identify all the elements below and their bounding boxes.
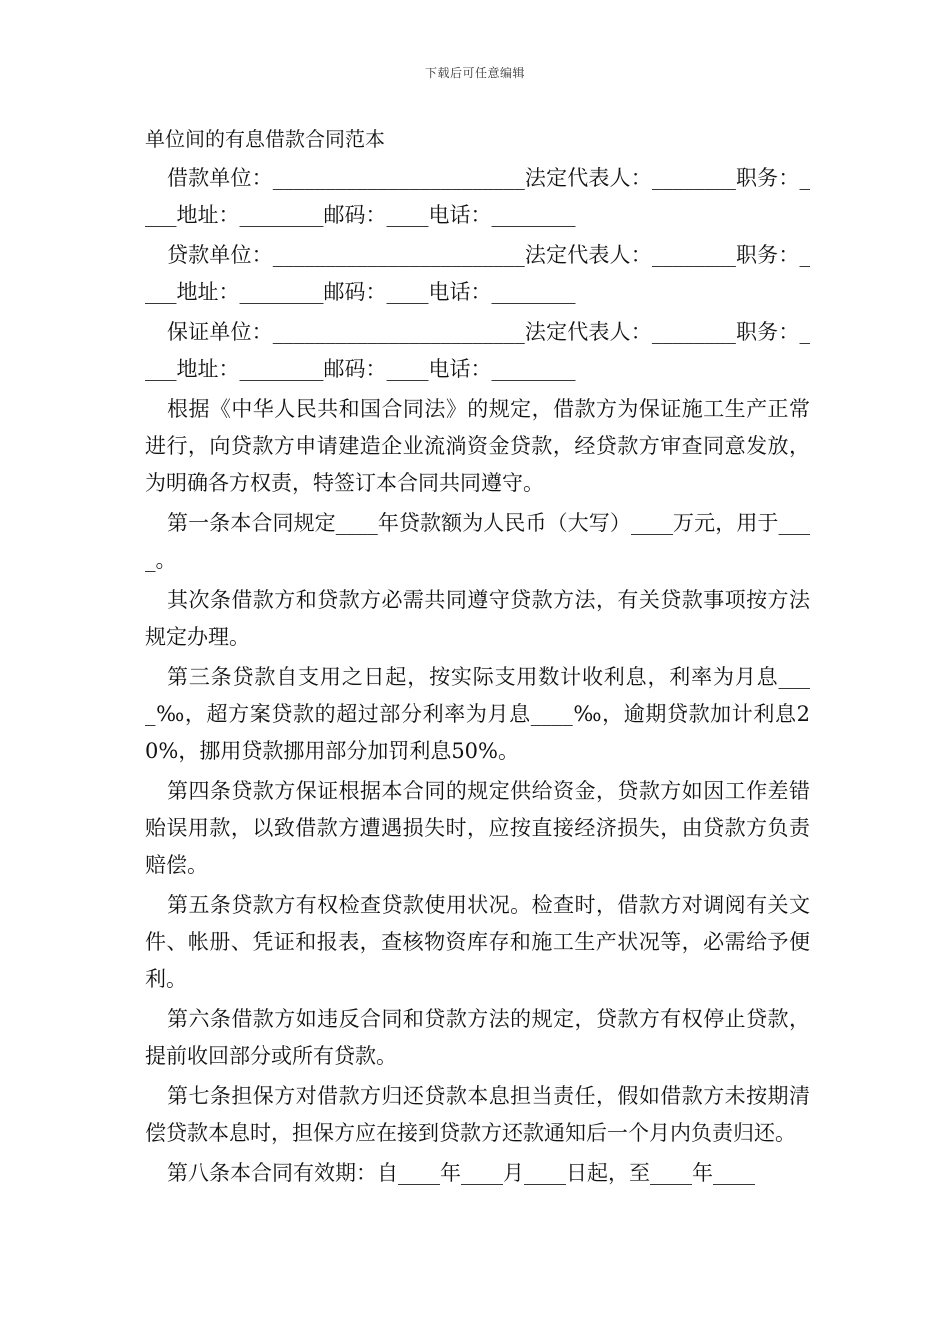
article-2-paragraph: 其次条借款方和贷款方必需共同遵守贷款方法，有关贷款事项按方法规定办理。 bbox=[145, 588, 810, 649]
document-body bbox=[145, 122, 810, 1195]
article-6-paragraph: 第六条借款方如违反合同和贷款方法的规定，贷款方有权停止贷款，提前收回部分或所有贷款。 bbox=[145, 1007, 810, 1068]
lender-info-paragraph: 贷款单位：________________________法定代表人：________职务：____地址：________邮码：____电话：________ bbox=[145, 243, 810, 304]
article-4-paragraph: 第四条贷款方保证根据本合同的规定供给资金，贷款方如因工作差错贻误用款，以致借款方遭遇损失时，应按直接经济损失，由贷款方负责赔偿。 bbox=[145, 779, 810, 877]
article-5-paragraph: 第五条贷款方有权检查贷款使用状况。检查时，借款方对调阅有关文件、帐册、凭证和报表，查核物资库存和施工生产状况等，必需给予便利。 bbox=[145, 893, 810, 991]
page-header: 下载后可任意编辑 bbox=[424, 66, 525, 80]
document-title: 单位间的有息借款合同范本 bbox=[145, 127, 385, 151]
article-1-paragraph: 第一条本合同规定____年贷款额为人民币（大写）____万元，用于____。 bbox=[145, 511, 810, 572]
article-3-paragraph: 第三条贷款自支用之日起，按实际支用数计收利息，利率为月息____‰，超方案贷款的超过部分利率为月息____‰，逾期贷款加计利息20%，挪用贷款挪用部分加罚利息50%。 bbox=[145, 665, 810, 763]
article-7-paragraph: 第七条担保方对借款方归还贷款本息担当责任，假如借款方未按期清偿贷款本息时，担保方应在接到贷款方还款通知后一个月内负责归还。 bbox=[145, 1084, 810, 1145]
borrower-info-paragraph: 借款单位：________________________法定代表人：________职务：____地址：________邮码：____电话：________ bbox=[145, 166, 810, 227]
guarantor-info-paragraph: 保证单位：________________________法定代表人：________职务：____地址：________邮码：____电话：________ bbox=[145, 320, 810, 381]
preamble-paragraph: 根据《中华人民共和国合同法》的规定，借款方为保证施工生产正常进行，向贷款方申请建造企业流淌资金贷款，经贷款方审查同意发放，为明确各方权责，特签订本合同共同遵守。 bbox=[145, 397, 810, 495]
article-8-paragraph: 第八条本合同有效期：自____年____月____日起，至____年____ bbox=[167, 1161, 755, 1185]
